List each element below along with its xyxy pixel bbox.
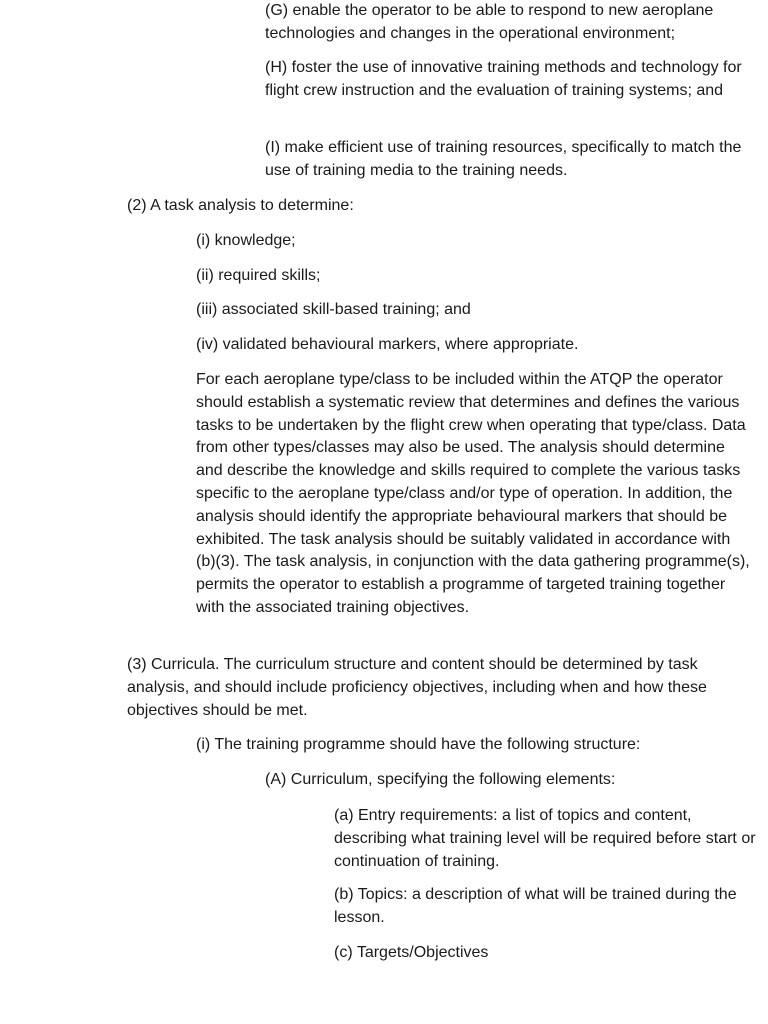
targets-objectives: (c) Targets/Objectives <box>334 944 489 961</box>
task-item-markers: (iv) validated behavioural markers, where appropriate. <box>196 336 579 353</box>
section-2-heading: (2) A task analysis to determine: <box>127 197 354 214</box>
training-programme-structure: (i) The training programme should have the following structure: <box>196 736 641 753</box>
task-analysis-body: For each aeroplane type/class to be included within the ATQP the operator should establish a systematic review that determines and defines the various tasks to be undertaken by the flight crew when operating that type/class. Data from other types/classes may also be used. The analysis should determine and describe the knowledge and skills required to complete the various tasks specific to the aeroplane type/class and/or type of operation. In addition, the analysis should identify the appropriate behavioural markers that should be exhibited. The task analysis should be suitably validated in accordance with (b)(3). The task analysis, in conjunction with the data gathering programme(s), permits the operator to establish a programme of targeted training together with the associated training objectives. <box>196 371 750 616</box>
item-g-text: (G) enable the operator to be able to respond to new aeroplane technologies and changes in the operational environment; <box>265 2 714 42</box>
entry-requirements: (a) Entry requirements: a list of topics and content, describing what training level will be required before start or continuation of training. <box>334 807 756 870</box>
section-3-heading: (3) Curricula. The curriculum structure and content should be determined by task analysis, and should include proficiency objectives, including when and how these objectives should be met. <box>127 656 707 719</box>
curriculum-elements: (A) Curriculum, specifying the following elements: <box>265 771 616 788</box>
task-item-training: (iii) associated skill-based training; and <box>196 301 471 318</box>
task-item-skills: (ii) required skills; <box>196 267 321 284</box>
task-item-knowledge: (i) knowledge; <box>196 232 296 249</box>
item-i-text: (I) make efficient use of training resources, specifically to match the use of training media to the training needs. <box>265 139 742 179</box>
item-h-text: (H) foster the use of innovative training methods and technology for flight crew instruction and the evaluation of training systems; and <box>265 59 742 99</box>
topics-description: (b) Topics: a description of what will be trained during the lesson. <box>334 886 737 926</box>
